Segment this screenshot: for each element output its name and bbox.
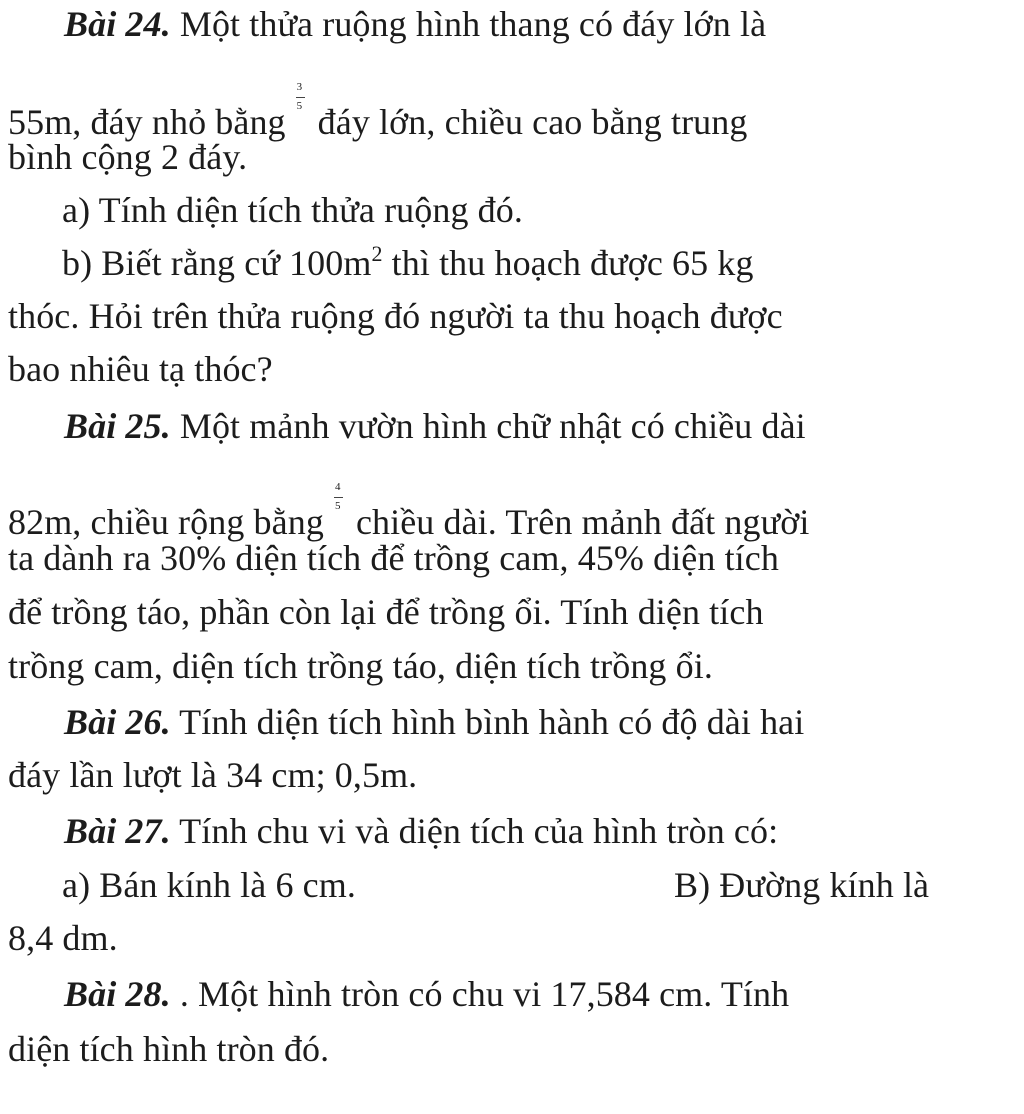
exercise-24-line-7: bao nhiêu tạ thóc? (8, 349, 273, 389)
exercise-24-part-a: a) Tính diện tích thửa ruộng đó. (62, 190, 523, 230)
exercise-26-line-1 (64, 700, 804, 744)
fraction-numerator: 3 (296, 81, 303, 93)
exercise-24-label: Bài 24. (64, 4, 171, 44)
exercise-28-text-1: . Một hình tròn có chu vi 17,584 cm. Tính (179, 974, 790, 1014)
exercise-25-line-4: để trồng táo, phần còn lại để trồng ổi. Tính diện tích (8, 592, 764, 632)
fraction-bar (296, 97, 305, 98)
exercise-25-text-2a: 82m, chiều rộng bằng (8, 502, 324, 542)
exercise-26-line-2: đáy lần lượt là 34 cm; 0,5m. (8, 755, 418, 795)
exercise-24-text-2a: 55m, đáy nhỏ bằng (8, 102, 286, 142)
exercise-25-text-2b: chiều dài. Trên mảnh đất người (355, 502, 810, 542)
exercise-24-line-6: thóc. Hỏi trên thửa ruộng đó người ta thu hoạch được (8, 296, 783, 336)
exercise-25-line-5: trồng cam, diện tích trồng táo, diện tích trồng ổi. (8, 646, 713, 686)
exercise-24-text-1: Một thửa ruộng hình thang có đáy lớn là (179, 4, 767, 44)
exercise-27-label: Bài 27. (64, 811, 171, 851)
fraction-denominator: 5 (334, 500, 341, 512)
exercise-24-part-b (62, 241, 754, 285)
fraction-three-fifths (294, 82, 308, 118)
square-exponent: 2 (371, 241, 383, 266)
exercise-27-line-3: 8,4 dm. (8, 918, 118, 958)
exercise-27-text-1: Tính chu vi và diện tích của hình tròn có: (179, 811, 779, 851)
exercise-27-line-1 (64, 809, 778, 853)
exercise-24-part-b-post: thì thu hoạch được 65 kg (391, 243, 754, 283)
exercise-25-line-1 (64, 404, 806, 448)
exercise-26-label: Bài 26. (64, 702, 171, 742)
fraction-four-fifths (332, 482, 346, 518)
exercise-28-line-2: diện tích hình tròn đó. (8, 1029, 330, 1069)
exercise-25-label: Bài 25. (64, 406, 171, 446)
exercise-25-text-1: Một mảnh vườn hình chữ nhật có chiều dài (179, 406, 806, 446)
exercise-28-line-1 (64, 972, 789, 1016)
exercise-24-part-b-pre: b) Biết rằng cứ 100m (62, 243, 372, 283)
exercise-25-line-3: ta dành ra 30% diện tích để trồng cam, 45% diện tích (8, 538, 779, 578)
exercise-24-text-2b: đáy lớn, chiều cao bằng trung (317, 102, 748, 142)
exercise-24-line-1 (64, 2, 766, 46)
exercise-26-text-1: Tính diện tích hình bình hành có độ dài hai (179, 702, 805, 742)
fraction-bar (334, 497, 343, 498)
exercise-24-line-3: bình cộng 2 đáy. (8, 137, 248, 177)
exercise-25-line-2 (8, 482, 809, 544)
exercise-27-part-b: B) Đường kính là (674, 865, 930, 905)
exercise-28-label: Bài 28. (64, 974, 171, 1014)
fraction-numerator: 4 (334, 481, 341, 493)
fraction-denominator: 5 (296, 100, 303, 112)
exercise-27-part-a: a) Bán kính là 6 cm. (62, 865, 356, 905)
